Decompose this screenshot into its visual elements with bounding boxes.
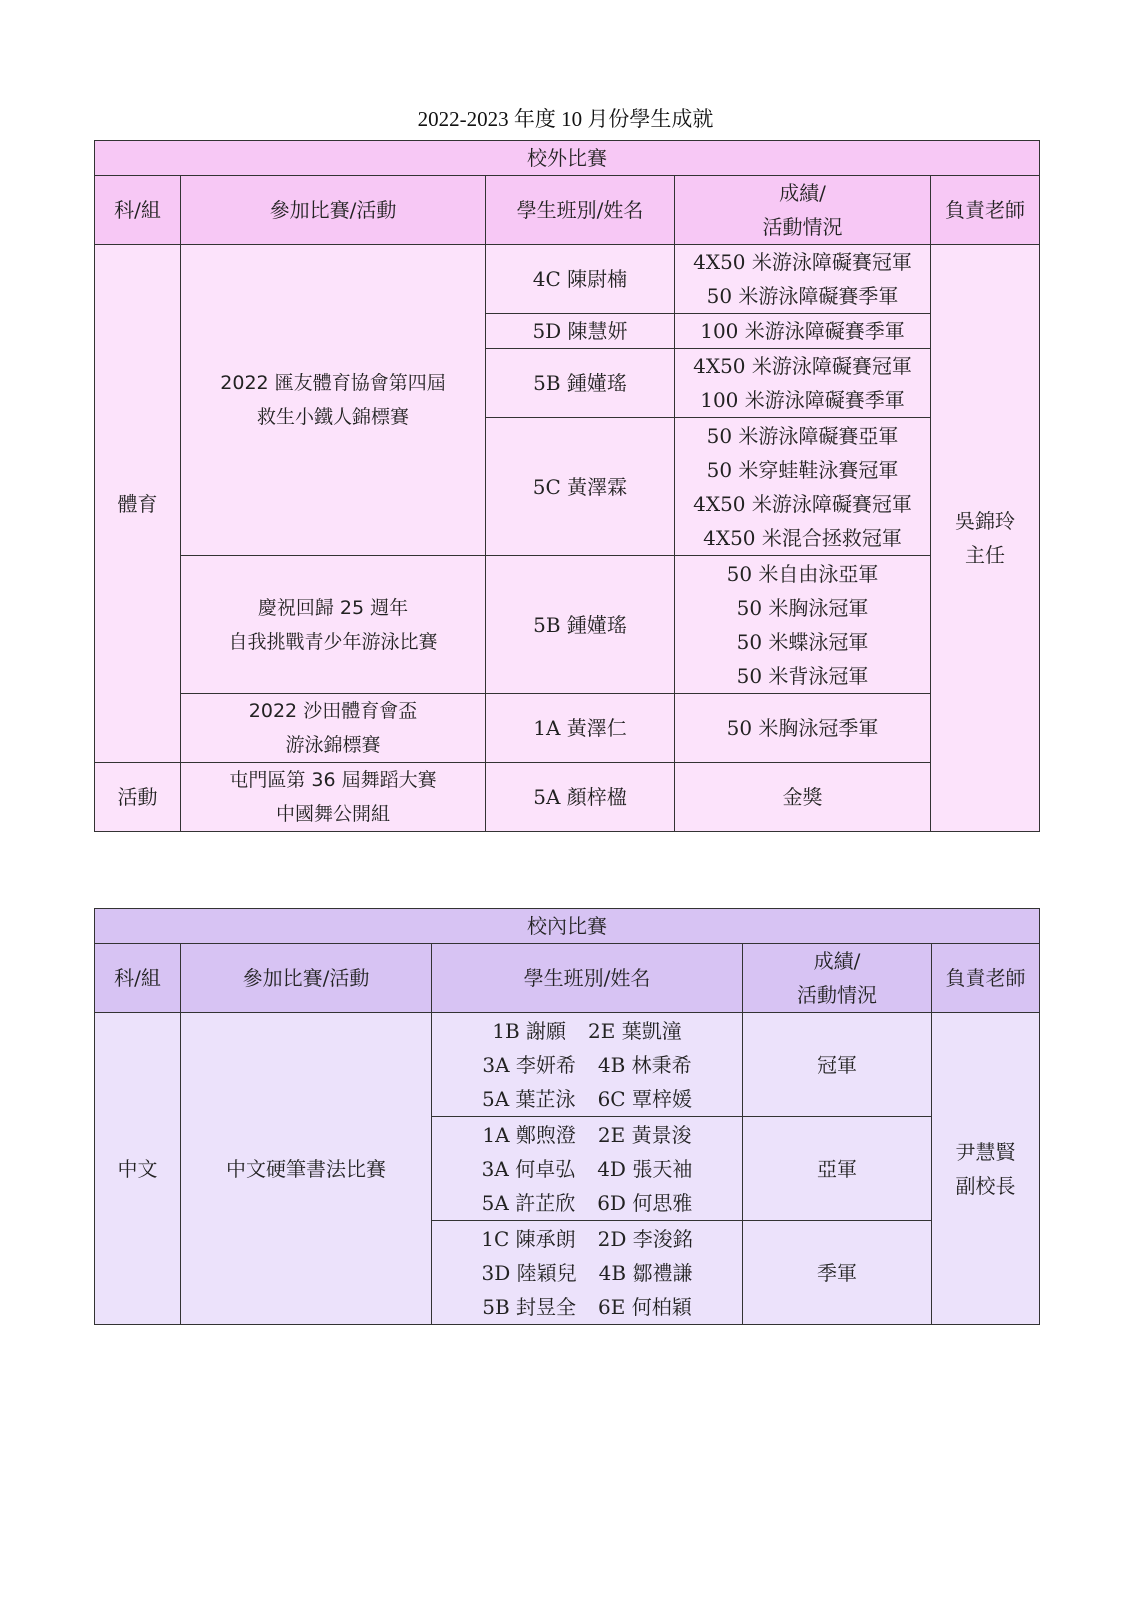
subject-cell: 體育 (95, 245, 181, 763)
teacher-name: 吳錦玲 (955, 509, 1016, 533)
result-cell (675, 694, 931, 763)
result-line: 4X50 米游泳障礙賽冠軍 (693, 354, 912, 378)
result-line: 50 米胸泳冠季軍 (726, 716, 879, 740)
result-line: 50 米自由泳亞軍 (726, 561, 879, 586)
teacher-cell (932, 1013, 1040, 1325)
result-cell: 季軍 (743, 1221, 932, 1325)
header-event: 參加比賽/活動 (181, 944, 432, 1013)
student-pair-row (432, 1186, 742, 1220)
header-result (743, 944, 932, 1013)
event-line: 2022 沙田體育會盃 (248, 700, 418, 722)
result-line: 50 米蝶泳冠軍 (736, 629, 869, 654)
student-names-cell (432, 1221, 743, 1325)
student-cell: 5B 鍾嬞瑤 (486, 556, 675, 694)
header-result (675, 176, 931, 245)
header-student: 學生班別/姓名 (432, 944, 743, 1013)
student-name: 3D 陸穎兒 (481, 1260, 577, 1285)
result-line: 100 米游泳障礙賽季軍 (700, 319, 905, 343)
result-cell (675, 245, 931, 314)
internal-competition-table (94, 908, 1040, 1325)
student-name: 6E 何柏穎 (598, 1294, 692, 1319)
result-cell (675, 314, 931, 349)
header-result-line2: 活動情況 (797, 983, 877, 1007)
student-pair-row (432, 1222, 742, 1256)
teacher-title: 主任 (965, 543, 1006, 567)
subject-cell: 中文 (95, 1013, 181, 1325)
event-line: 2022 匯友體育協會第四屆 (220, 372, 446, 394)
student-name: 5A 許芷欣 (481, 1190, 576, 1215)
result-line: 100 米游泳障礙賽季軍 (700, 388, 905, 412)
student-pair-row (432, 1014, 742, 1048)
student-name: 5A 葉芷泳 (482, 1086, 576, 1111)
page-title: 2022-2023 年度 10 月份學生成就 (417, 107, 714, 131)
result-cell (675, 349, 931, 418)
result-cell: 亞軍 (743, 1117, 932, 1221)
result-line: 4X50 米游泳障礙賽冠軍 (693, 250, 912, 274)
section-title: 校外比賽 (95, 141, 1040, 176)
header-teacher: 負責老師 (931, 176, 1040, 245)
student-name: 1B 謝願 (492, 1018, 567, 1043)
event-line: 中國舞公開組 (275, 803, 390, 825)
student-name: 1C 陳承朗 (481, 1226, 576, 1251)
result-cell (675, 763, 931, 832)
event-line: 自我挑戰青少年游泳比賽 (228, 630, 438, 653)
result-line: 50 米穿蛙鞋泳賽冠軍 (706, 457, 899, 482)
teacher-name: 尹慧賢 (955, 1139, 1016, 1164)
student-pair-row (432, 1118, 742, 1152)
result-line: 50 米胸泳冠軍 (736, 595, 869, 620)
result-line: 50 米游泳障礙賽亞軍 (706, 423, 899, 448)
header-result-line2: 活動情況 (762, 215, 843, 239)
student-pair-row (432, 1048, 742, 1082)
header-result-line1: 成績/ (813, 949, 861, 973)
header-result-line1: 成績/ (779, 181, 826, 205)
student-name: 1A 鄭煦澄 (482, 1122, 576, 1147)
student-name: 3A 何卓弘 (481, 1156, 576, 1181)
student-name: 2D 李浚銘 (597, 1226, 693, 1251)
header-student: 學生班別/姓名 (486, 176, 675, 245)
student-name: 3A 李妍希 (482, 1052, 576, 1077)
student-name: 2E 黃景浚 (597, 1122, 692, 1147)
event-line: 屯門區第 36 屆舞蹈大賽 (229, 769, 437, 791)
student-name: 2E 葉凱潼 (588, 1018, 682, 1043)
result-cell (675, 556, 931, 694)
result-line: 4X50 米游泳障礙賽冠軍 (693, 491, 912, 516)
student-pair-row (432, 1152, 742, 1186)
event-line: 游泳錦標賽 (285, 734, 381, 756)
result-line: 金獎 (782, 785, 823, 809)
student-cell: 5D 陳慧妍 (486, 314, 675, 349)
result-cell: 冠軍 (743, 1013, 932, 1117)
student-cell: 1A 黃澤仁 (486, 694, 675, 763)
result-line: 50 米背泳冠軍 (736, 663, 869, 688)
result-line: 50 米游泳障礙賽季軍 (706, 284, 899, 308)
student-pair-row (432, 1256, 742, 1290)
student-cell: 5A 顏梓楹 (486, 763, 675, 832)
teacher-title: 副校長 (955, 1173, 1016, 1198)
student-names-cell (432, 1117, 743, 1221)
event-line: 救生小鐵人錦標賽 (256, 406, 409, 428)
student-cell: 5B 鍾嬞瑤 (486, 349, 675, 418)
student-cell: 5C 黃澤霖 (486, 418, 675, 556)
event-cell (181, 763, 486, 832)
event-cell (181, 245, 486, 556)
event-cell (181, 556, 486, 694)
section-title: 校內比賽 (95, 909, 1040, 944)
external-competition-table (94, 140, 1040, 832)
student-name: 6C 覃梓媛 (597, 1086, 692, 1111)
student-name: 4D 張天袖 (597, 1156, 693, 1181)
student-name: 6D 何思雅 (597, 1190, 693, 1215)
result-line: 4X50 米混合拯救冠軍 (703, 525, 902, 550)
result-cell (675, 418, 931, 556)
teacher-cell (931, 245, 1040, 832)
subject-cell: 活動 (95, 763, 181, 832)
header-event: 參加比賽/活動 (181, 176, 486, 245)
header-subject: 科/組 (95, 176, 181, 245)
student-pair-row (432, 1082, 742, 1116)
header-teacher: 負責老師 (932, 944, 1040, 1013)
event-line: 慶祝回歸 25 週年 (257, 596, 409, 619)
student-pair-row (432, 1290, 742, 1324)
student-name: 5B 封昱全 (482, 1294, 577, 1319)
header-subject: 科/組 (95, 944, 181, 1013)
event-cell (181, 694, 486, 763)
student-name: 4B 鄒禮謙 (598, 1260, 693, 1285)
event-cell: 中文硬筆書法比賽 (181, 1013, 432, 1325)
student-names-cell (432, 1013, 743, 1117)
student-name: 4B 林秉希 (597, 1052, 692, 1077)
student-cell: 4C 陳尉楠 (486, 245, 675, 314)
